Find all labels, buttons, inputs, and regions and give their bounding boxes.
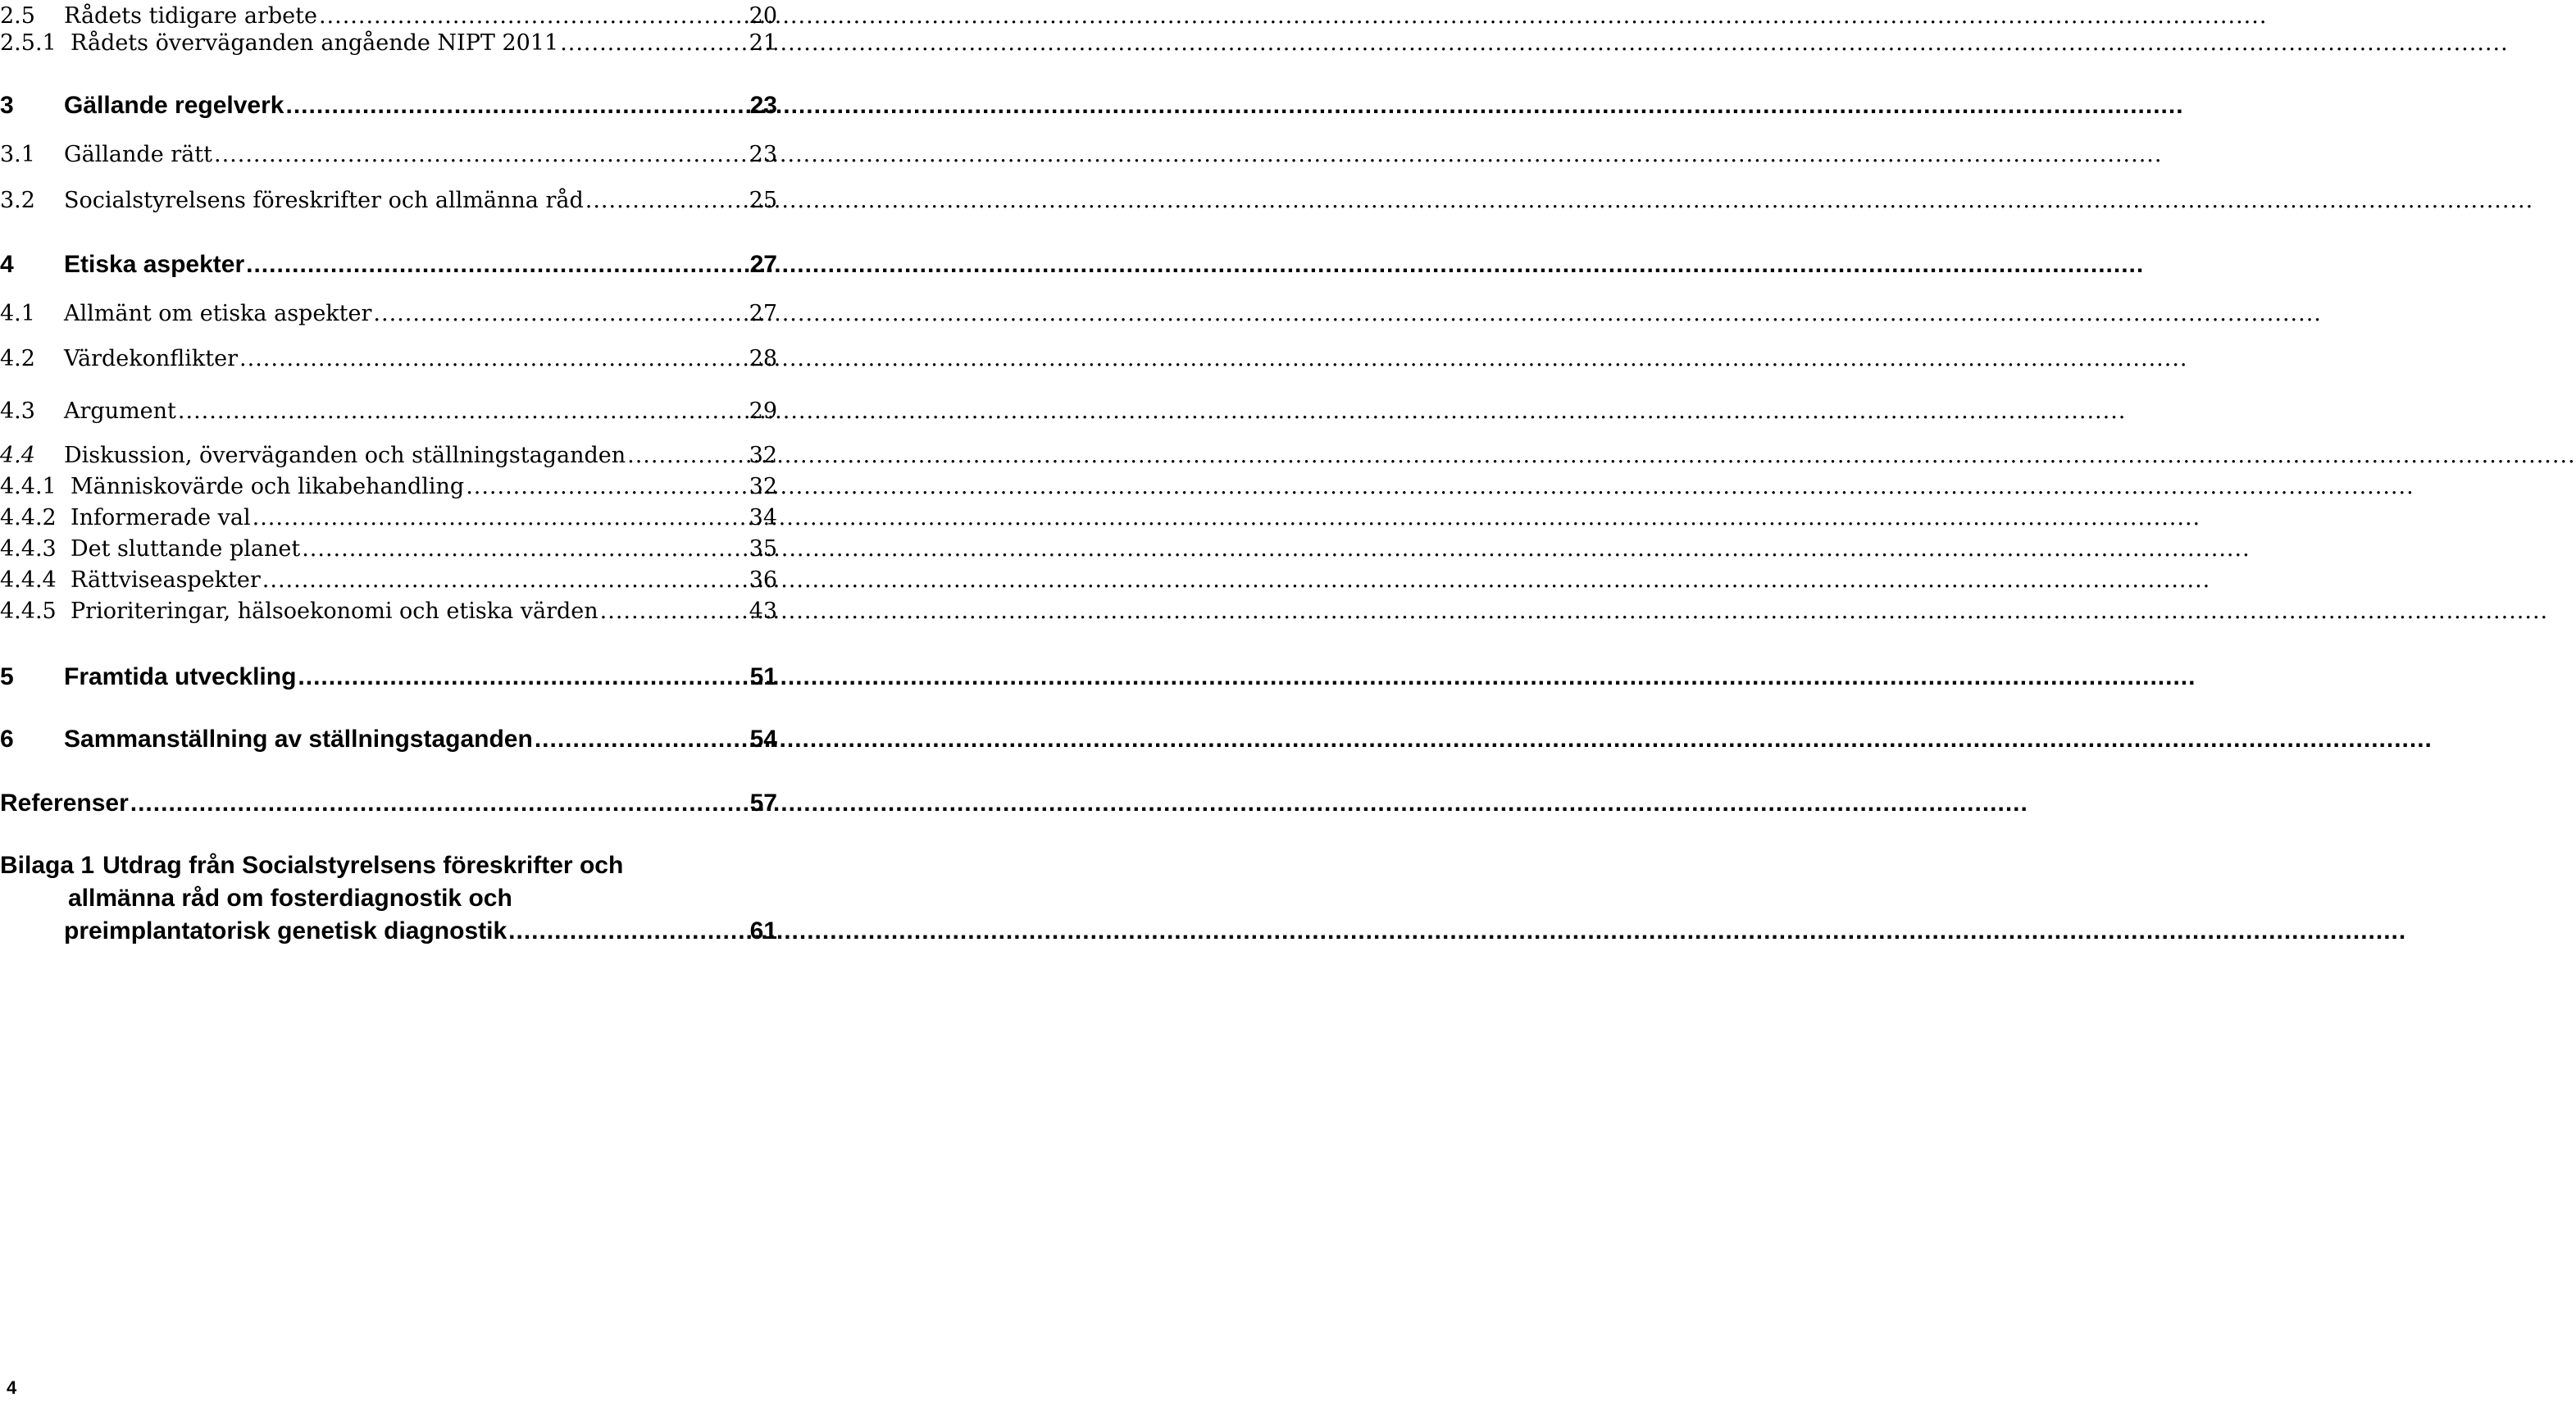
dot-leader: [600, 595, 748, 628]
dot-leader: [298, 661, 748, 694]
toc-entry-number: 2.5: [0, 3, 35, 29]
dot-leader: [253, 502, 748, 535]
table-of-contents: [0, 0, 787, 1411]
toc-entry-page: 28: [749, 346, 777, 371]
toc-entry-number: 2.5.1: [0, 30, 57, 56]
toc-entry-title: Människovärde och likabehandling: [71, 474, 465, 499]
toc-appendix-title-line-2: allmänna råd om fosterdiagnostik och: [68, 885, 512, 912]
toc-chapter[interactable]: [0, 89, 777, 122]
dot-leader: [214, 139, 748, 171]
toc-entry-page: 25: [749, 188, 777, 213]
toc-entry-title: Prioriteringar, hälsoekonomi och etiska värden: [71, 599, 598, 624]
toc-entry-page: 43: [749, 599, 777, 624]
dot-leader: [130, 787, 749, 820]
dot-leader: [585, 184, 748, 217]
toc-chapter[interactable]: [0, 787, 777, 820]
toc-entry-title: Framtida utveckling: [64, 663, 297, 690]
toc-entry-title: Socialstyrelsens föreskrifter och allmänna råd: [64, 188, 584, 213]
toc-entry-title: Gällande rätt: [64, 142, 212, 167]
toc-entry-page: 21: [749, 30, 777, 56]
toc-entry-number: 6: [0, 726, 14, 753]
dot-leader: [535, 723, 749, 756]
toc-entry-page: 57: [749, 790, 777, 817]
toc-entry[interactable]: [0, 139, 777, 171]
dot-leader: [302, 533, 747, 566]
toc-entry-title: Rådets överväganden angående NIPT 2011: [71, 30, 559, 56]
toc-entry-number: 4.4.4: [0, 567, 57, 593]
toc-entry-title: Allmänt om etiska aspekter: [64, 301, 372, 326]
toc-entry-number: 4.4.3: [0, 536, 57, 562]
toc-entry-title: Det sluttande planet: [71, 536, 301, 562]
toc-entry-title: Diskussion, överväganden och ställningstaganden: [64, 443, 626, 468]
toc-entry-title: Sammanställning av ställningstaganden: [64, 726, 533, 753]
toc-entry-title: Värdekonflikter: [64, 346, 239, 371]
toc-entry-title: Utdrag från Socialstyrelsens föreskrifter och: [102, 852, 624, 879]
toc-entry-page: 23: [749, 142, 777, 167]
toc-entry-number: Bilaga 1: [0, 852, 95, 879]
dot-leader: [560, 27, 747, 60]
toc-entry[interactable]: [0, 564, 777, 597]
toc-entry-page: 61: [749, 917, 777, 944]
toc-appendix-line[interactable]: [0, 915, 777, 948]
toc-entry-title: Referenser: [0, 790, 129, 817]
toc-entry-page: 54: [749, 726, 777, 753]
toc-entry-page: 27: [749, 301, 777, 326]
toc-entry-title: Argument: [64, 398, 176, 424]
toc-entry-number: 4.3: [0, 398, 35, 424]
toc-entry-number: 4.1: [0, 301, 35, 326]
toc-chapter[interactable]: [0, 661, 777, 694]
toc-entry[interactable]: [0, 439, 777, 472]
toc-entry-page: 23: [749, 92, 777, 119]
toc-entry-title: Rättviseaspekter: [71, 567, 261, 593]
dot-leader: [285, 89, 748, 122]
dot-leader: [239, 343, 748, 376]
toc-entry-page: 29: [749, 398, 777, 424]
toc-entry-number: 4.4.2: [0, 505, 57, 530]
toc-chapter[interactable]: [0, 723, 777, 756]
toc-entry[interactable]: [0, 533, 777, 566]
toc-entry-title: Gällande regelverk: [64, 92, 284, 119]
toc-entry-title: Rådets tidigare arbete: [64, 3, 317, 29]
dot-leader: [466, 471, 747, 503]
toc-chapter[interactable]: [0, 248, 777, 281]
dot-leader: [246, 248, 748, 281]
toc-entry-number: 4.4: [0, 443, 35, 468]
toc-entry-number: 5: [0, 663, 14, 690]
toc-appendix-line[interactable]: [0, 849, 777, 882]
toc-entry[interactable]: [0, 343, 777, 376]
toc-entry-number: 4.2: [0, 346, 35, 371]
toc-entry[interactable]: [0, 502, 777, 535]
toc-entry-number: 4.4.1: [0, 474, 57, 499]
toc-entry-page: 27: [749, 251, 777, 278]
dot-leader: [178, 395, 748, 428]
dot-leader: [627, 439, 748, 472]
toc-entry-page: 32: [749, 474, 777, 499]
toc-entry-page: 35: [749, 536, 777, 562]
toc-entry-number: 3.1: [0, 142, 35, 167]
toc-entry-page: 36: [749, 567, 777, 593]
toc-entry-page: 51: [749, 663, 777, 690]
toc-entry-number: 3: [0, 92, 14, 119]
toc-entry-title: preimplantatorisk genetisk diagnostik: [64, 917, 507, 944]
toc-entry-number: 4: [0, 251, 14, 278]
toc-entry[interactable]: [0, 595, 777, 628]
page-number: 4: [7, 1377, 17, 1398]
toc-entry-page: 34: [749, 505, 777, 530]
toc-entry-number: 4.4.5: [0, 599, 57, 624]
dot-leader: [373, 298, 747, 330]
toc-entry-page: 32: [749, 443, 777, 468]
toc-entry-title: Informerade val: [71, 505, 251, 530]
dot-leader: [508, 915, 748, 948]
toc-entry[interactable]: [0, 471, 777, 503]
toc-entry-number: 3.2: [0, 188, 35, 213]
toc-entry-title: Etiska aspekter: [64, 251, 245, 278]
toc-entry[interactable]: [0, 395, 777, 428]
toc-entry[interactable]: [0, 184, 777, 217]
toc-entry-page: 20: [749, 3, 777, 29]
dot-leader: [262, 564, 748, 597]
toc-entry[interactable]: [0, 298, 777, 330]
toc-entry[interactable]: [0, 27, 777, 60]
